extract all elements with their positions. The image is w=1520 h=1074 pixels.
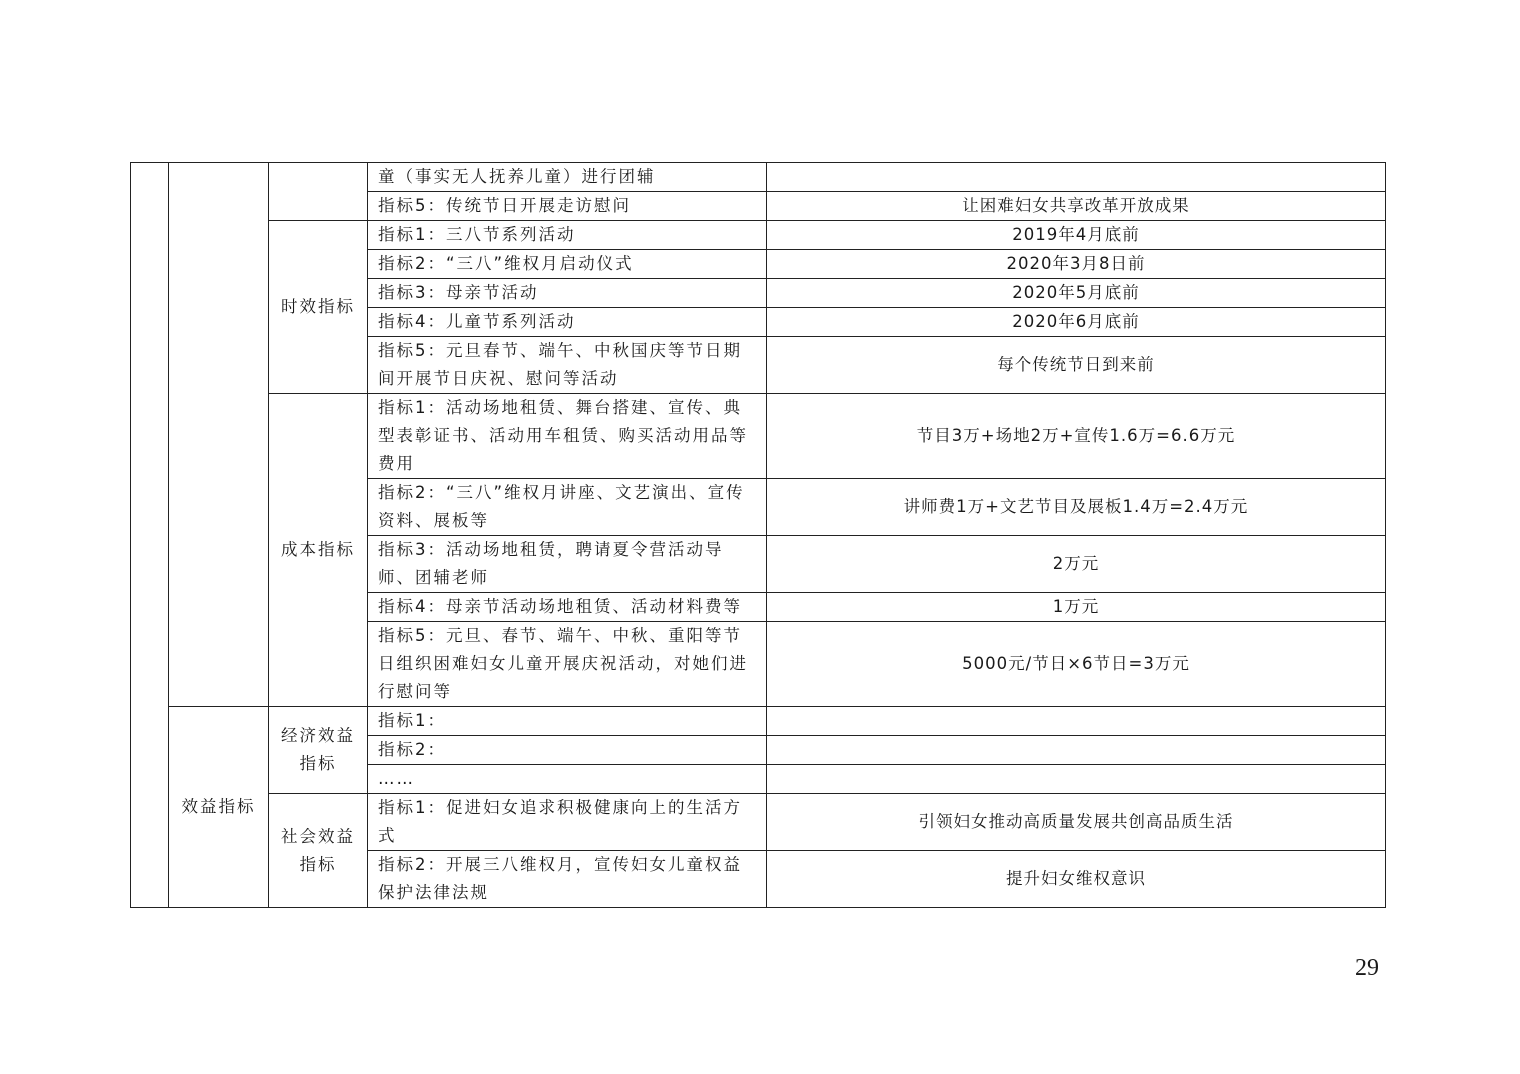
- value-cell: 5000元/节日×6节日=3万元: [767, 622, 1386, 707]
- value-cell: 引领妇女推动高质量发展共创高品质生活: [767, 794, 1386, 851]
- indicator-cell: ……: [368, 765, 767, 794]
- value-cell: 提升妇女维权意识: [767, 851, 1386, 908]
- indicator-cell: 指标1：: [368, 707, 767, 736]
- economic-benefit-section-label: 经济效益指标: [269, 707, 368, 794]
- indicator-cell: 指标4：儿童节系列活动: [368, 308, 767, 337]
- value-cell: 2020年6月底前: [767, 308, 1386, 337]
- value-cell: 2020年5月底前: [767, 279, 1386, 308]
- outer-blank-cell: [131, 163, 169, 908]
- social-benefit-section-label: 社会效益指标: [269, 794, 368, 908]
- indicator-cell: 指标5：元旦春节、端午、中秋国庆等节日期间开展节日庆祝、慰问等活动: [368, 337, 767, 394]
- value-cell: 讲师费1万+文艺节目及展板1.4万=2.4万元: [767, 479, 1386, 536]
- indicator-cell: 指标1：促进妇女追求积极健康向上的生活方式: [368, 794, 767, 851]
- value-cell: 节目3万+场地2万+宣传1.6万=6.6万元: [767, 394, 1386, 479]
- value-cell: [767, 736, 1386, 765]
- value-cell: 让困难妇女共享改革开放成果: [767, 192, 1386, 221]
- value-cell: 2020年3月8日前: [767, 250, 1386, 279]
- table-row: [131, 221, 1386, 250]
- indicator-cell: 指标3：母亲节活动: [368, 279, 767, 308]
- value-cell: 每个传统节日到来前: [767, 337, 1386, 394]
- table-row: [131, 794, 1386, 851]
- indicator-cell: 指标1：活动场地租赁、舞台搭建、宣传、典型表彰证书、活动用车租赁、购买活动用品等费用: [368, 394, 767, 479]
- value-cell: [767, 707, 1386, 736]
- value-cell: 2万元: [767, 536, 1386, 593]
- cost-section-label: 成本指标: [269, 394, 368, 707]
- page-number: 29: [1355, 955, 1379, 981]
- indicator-cell: 指标2：: [368, 736, 767, 765]
- quality-blank-cell: [269, 163, 368, 221]
- performance-indicator-table: [130, 162, 1386, 908]
- value-cell: [767, 765, 1386, 794]
- indicator-cell: 指标2：“三八”维权月启动仪式: [368, 250, 767, 279]
- output-blank-cell: [169, 163, 269, 707]
- indicator-cell: 指标5：元旦、春节、端午、中秋、重阳等节日组织困难妇女儿童开展庆祝活动，对她们进行慰问等: [368, 622, 767, 707]
- benefit-section-label: 效益指标: [169, 707, 269, 908]
- indicator-cell: 指标2：“三八”维权月讲座、文艺演出、宣传资料、展板等: [368, 479, 767, 536]
- table-row: [131, 163, 1386, 192]
- indicator-cell: 指标3：活动场地租赁，聘请夏令营活动导师、团辅老师: [368, 536, 767, 593]
- value-cell: 2019年4月底前: [767, 221, 1386, 250]
- table-row: [131, 707, 1386, 736]
- indicator-cell: 指标5：传统节日开展走访慰问: [368, 192, 767, 221]
- indicator-cell: 指标1：三八节系列活动: [368, 221, 767, 250]
- indicator-cell: 指标2：开展三八维权月，宣传妇女儿童权益保护法律法规: [368, 851, 767, 908]
- table-row: [131, 394, 1386, 479]
- indicator-cell: 童（事实无人抚养儿童）进行团辅: [368, 163, 767, 192]
- indicator-cell: 指标4：母亲节活动场地租赁、活动材料费等: [368, 593, 767, 622]
- value-cell: [767, 163, 1386, 192]
- timeliness-section-label: 时效指标: [269, 221, 368, 394]
- value-cell: 1万元: [767, 593, 1386, 622]
